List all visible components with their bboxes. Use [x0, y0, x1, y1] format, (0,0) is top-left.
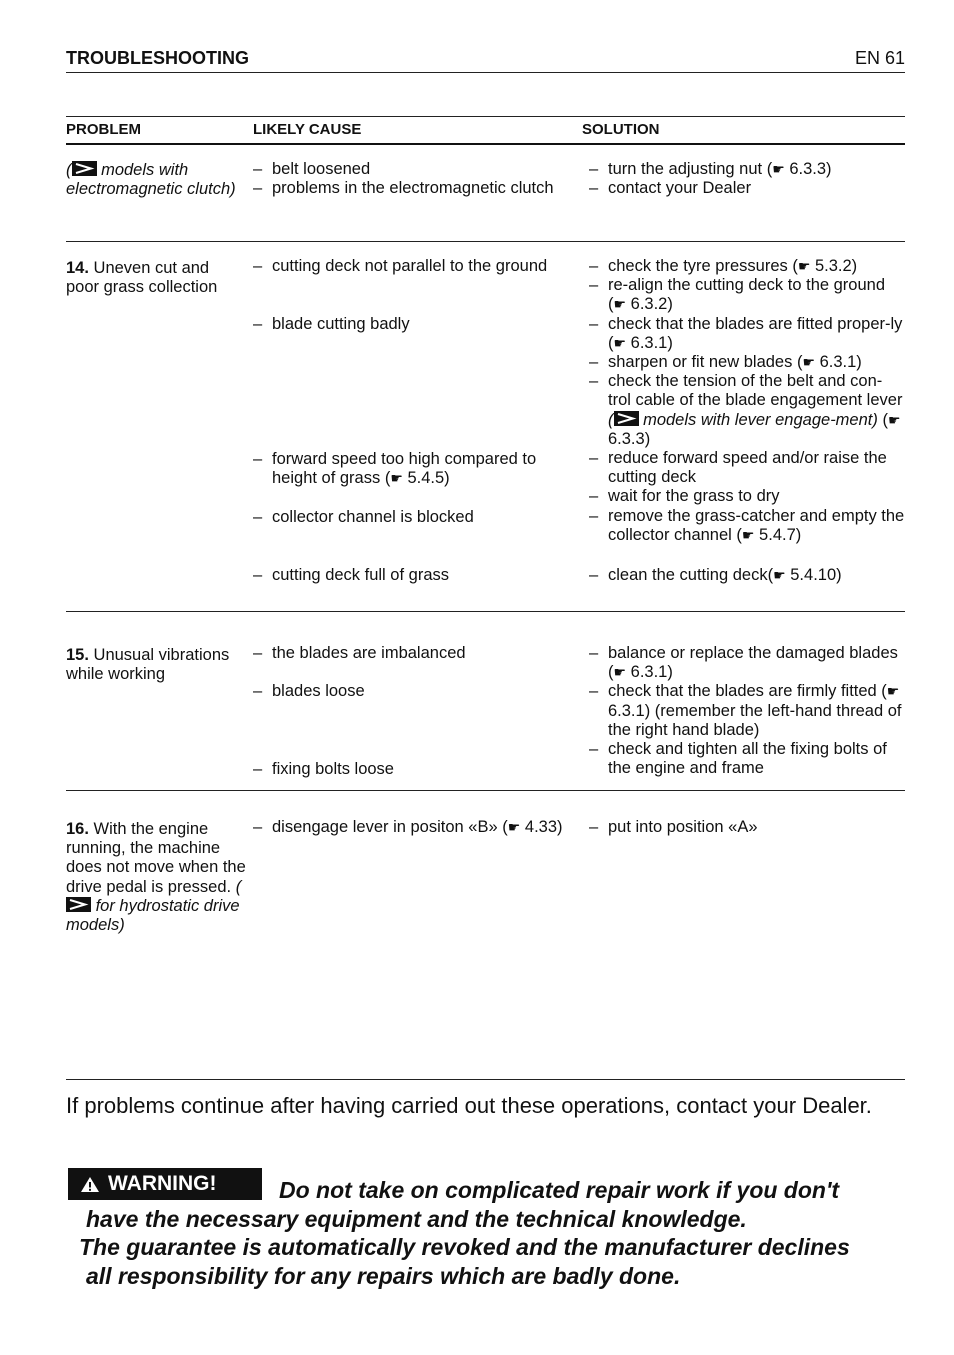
- column-header-problem: PROBLEM: [66, 121, 141, 138]
- solution-item: – clean the cutting deck(☛ 5.4.10): [589, 566, 905, 585]
- table-header-rule: [66, 143, 905, 145]
- problem-number: 15.: [66, 646, 89, 664]
- cause-item: – blade cutting badly: [253, 315, 578, 334]
- column-header-solution: SOLUTION: [582, 121, 660, 138]
- section-title: TROUBLESHOOTING: [66, 48, 249, 68]
- problem-title: Unusual vibrations while working: [66, 646, 230, 684]
- pointing-hand-icon: ☛: [390, 470, 403, 487]
- solution-item: – check the tyre pressures (☛ 5.3.2): [589, 257, 905, 276]
- model-tag-icon: [614, 411, 639, 426]
- paren-text: (: [235, 877, 242, 896]
- row-divider: [66, 611, 905, 612]
- pointing-hand-icon: ☛: [613, 334, 627, 351]
- cause-item: – blades loose: [253, 682, 578, 701]
- page-number: EN 61: [854, 48, 905, 68]
- solution-item: – check that the blades are firmly fitted (☛ 6.3.1) (remember the left-hand thread of the right hand blade): [589, 682, 905, 740]
- solution-cell: [589, 257, 905, 545]
- column-header-cause: LIKELY CAUSE: [253, 121, 362, 138]
- cause-cell: [253, 160, 578, 198]
- pointing-hand-icon: ☛: [741, 526, 755, 543]
- warning-text-line: The guarantee is automatically revoked and the manufacturer declines: [79, 1234, 850, 1260]
- solution-item: – balance or replace the damaged blades (☛ 6.3.1): [589, 644, 905, 682]
- cause-item: – disengage lever in positon «B» (☛ 4.33): [253, 818, 578, 837]
- solution-item: – check that the blades are fitted proper-ly (☛ 6.3.1): [589, 315, 905, 353]
- problem-cell: [66, 161, 246, 199]
- solution-item: – turn the adjusting nut (☛ 6.3.3): [589, 160, 905, 179]
- problem-note: models with electromagnetic clutch): [66, 161, 236, 199]
- solution-item: – put into position «A»: [589, 818, 905, 837]
- solution-item: – reduce forward speed and/or raise the cutting deck: [589, 449, 905, 487]
- warning-label: WARNING!: [108, 1172, 217, 1195]
- pointing-hand-icon: ☛: [773, 567, 786, 583]
- solution-item: – wait for the grass to dry: [589, 487, 905, 506]
- cause-item: – belt loosened: [253, 160, 578, 179]
- cause-item: – the blades are imbalanced: [253, 644, 578, 663]
- solution-item: – check and tighten all the fixing bolts of the engine and frame: [589, 740, 905, 778]
- cause-item: – forward speed too high compared to height of grass (☛ 5.4.5): [253, 450, 578, 488]
- cause-item: – fixing bolts loose: [253, 760, 578, 779]
- problem-cell: [66, 820, 246, 935]
- solution-item: – contact your Dealer: [589, 179, 905, 198]
- cause-item: – collector channel is blocked: [253, 508, 578, 527]
- paren-text: (: [66, 161, 72, 179]
- model-tag-icon: [66, 897, 91, 912]
- table-bottom-rule: [66, 1079, 905, 1080]
- solution-cell: [589, 644, 905, 778]
- pointing-hand-icon: ☛: [887, 411, 901, 428]
- pointing-hand-icon: ☛: [613, 296, 627, 313]
- warning-badge: [68, 1168, 262, 1200]
- warning-triangle-icon: [80, 1176, 100, 1193]
- contact-dealer-note: If problems continue after having carried out these operations, contact your Dealer.: [66, 1093, 872, 1118]
- pointing-hand-icon: ☛: [507, 819, 521, 835]
- solution-item: – remove the grass-catcher and empty the collector channel (☛ 5.4.7): [589, 507, 905, 545]
- row-divider: [66, 241, 905, 242]
- pointing-hand-icon: ☛: [886, 683, 900, 700]
- cause-item: – cutting deck not parallel to the ground: [253, 257, 578, 276]
- solution-item: – sharpen or fit new blades (☛ 6.3.1): [589, 353, 905, 372]
- pointing-hand-icon: ☛: [772, 161, 785, 177]
- model-tag-icon: [72, 161, 97, 176]
- problem-cell: [66, 646, 246, 684]
- problem-title: Uneven cut and poor grass collection: [66, 259, 218, 297]
- problem-number: 16.: [66, 820, 89, 838]
- problem-title: With the engine running, the machine does not move when the drive pedal is pressed.: [66, 820, 246, 896]
- cause-item: – cutting deck full of grass: [253, 566, 578, 585]
- cause-item: – problems in the electromagnetic clutch: [253, 179, 578, 198]
- warning-text-line: all responsibility for any repairs which are badly done.: [86, 1263, 681, 1289]
- page-header: [66, 48, 905, 73]
- warning-text-line: have the necessary equipment and the technical knowledge.: [86, 1206, 747, 1232]
- problem-number: 14.: [66, 259, 89, 277]
- table-top-rule: [66, 116, 905, 117]
- problem-cell: [66, 259, 246, 297]
- problem-note: for hydrostatic drive models): [66, 896, 240, 935]
- pointing-hand-icon: ☛: [613, 664, 627, 681]
- solution-cell: [589, 160, 905, 198]
- row-divider: [66, 790, 905, 791]
- solution-item: – re-align the cutting deck to the ground (☛ 6.3.2): [589, 276, 905, 314]
- pointing-hand-icon: ☛: [797, 258, 811, 274]
- pointing-hand-icon: ☛: [802, 354, 816, 371]
- warning-text-line: Do not take on complicated repair work if you don't: [279, 1177, 840, 1203]
- solution-item: – check the tension of the belt and con-trol cable of the blade engagement lever ( models with lever engage-ment) (☛ 6.3.3): [589, 372, 905, 449]
